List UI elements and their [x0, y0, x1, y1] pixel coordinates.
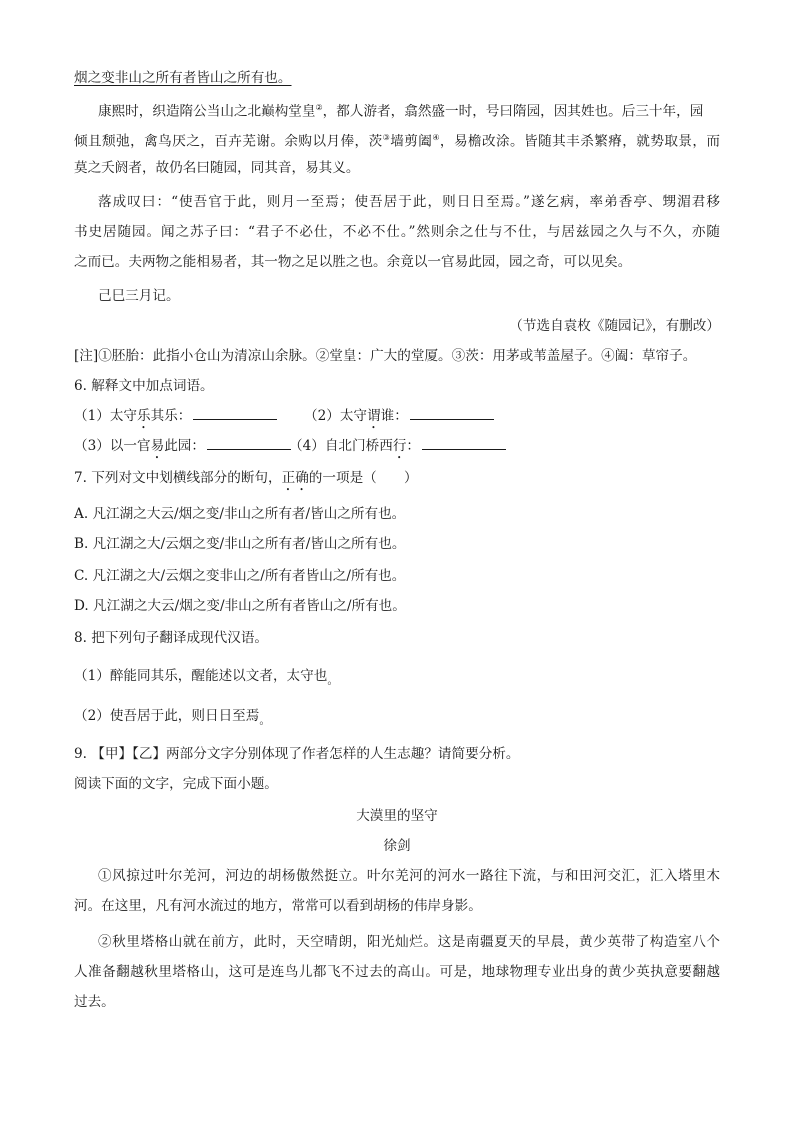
q6-item2-blank[interactable] — [410, 406, 494, 420]
q7-dotted: 正确 — [281, 470, 309, 486]
q6-item3-dotted: 易 — [150, 438, 165, 454]
q6-item3-blank[interactable] — [207, 436, 291, 450]
passage-p2-line3: 之而已。夫两物之能相易者，其一物之足以胜之也。余竟以一官易此园，园之奇，可以见矣。 — [74, 254, 632, 270]
p1-seg-4: 墙剪阖 — [390, 133, 433, 150]
q6-item2: （2）太守谓谁： — [304, 406, 494, 432]
q7-title: 7. 下列对文中划横线部分的断句，正确的一项是（ ） — [74, 470, 418, 486]
q7-option-c[interactable]: C. 凡江湖之大/云烟之变非山之/所有者皆山之/所有也。 — [74, 568, 406, 584]
footnote-4: ④ — [432, 133, 440, 142]
article-p1-line2: 河。在这里，凡有河水流过的地方，常常可以看到胡杨的伟岸身影。 — [74, 898, 482, 914]
p1-seg-1: 康熙时，织造隋公当山之北巅构堂皇 — [98, 103, 316, 120]
passage-p1-line1-text — [98, 98, 720, 122]
q7-option-d[interactable]: D. 凡江湖之大云/烟之变/非山之所有者皆山之/所有也。 — [74, 598, 406, 614]
q8-item2: （2）使吾居于此，则日日至焉$_。$ — [74, 708, 271, 727]
q6-item4-blank[interactable] — [422, 436, 506, 450]
q8-item1: （1）醉能同其乐，醒能述以文者，太守也$_。$ — [74, 668, 339, 687]
q9-title: 9. 【甲】【乙】两部分文字分别体现了作者怎样的人生志趣？请简要分析。 — [74, 746, 520, 762]
q6-item1-dotted: 乐 — [137, 408, 151, 424]
footnote-3: ③ — [382, 133, 391, 142]
footnote-2: ② — [315, 103, 323, 112]
article-p2-line2: 人准备翻越秋里塔格山，这可是连鸟儿都飞不过去的高山。可是，地球物理专业出身的黄少英执意要翻越 — [74, 964, 720, 980]
passage-source: （节选自袁枚《随园记》，有删改） — [509, 318, 720, 334]
q6-item1-blank[interactable] — [193, 406, 277, 420]
article-p2-line1: ②秋里塔格山就在前方，此时，天空晴朗，阳光灿烂。这是南疆夏天的早晨，黄少英带了构造室八个 — [98, 934, 720, 950]
q6-title: 6. 解释文中加点词语。 — [74, 378, 214, 394]
passage-p2-line2: 书史居随园。闻之苏子曰：“君子不必仕，不必不仕。”然则余之仕与不仕，与居兹园之久与不久，亦随 — [74, 224, 720, 240]
q6-row1 — [74, 406, 720, 432]
q6-item4-dotted: 行 — [392, 438, 407, 454]
footnotes: [注]①胚胎：此指小仓山为清凉山余脉。②堂皇：广大的堂厦。③茨：用茅或苇盖屋子。④阖：草帘子。 — [74, 348, 697, 364]
passage-p1-line2 — [74, 128, 720, 152]
reading-intro: 阅读下面的文字，完成下面小题。 — [74, 776, 278, 792]
q6-item2-dotted: 谓 — [367, 408, 381, 424]
passage-date: 己巳三月记。 — [98, 288, 180, 304]
q6-item1: （1）太守乐其乐： — [74, 408, 277, 424]
q6-item4: （4）自北门桥西行： — [289, 436, 506, 462]
q6-row2 — [74, 436, 720, 462]
q7-option-a[interactable]: A. 凡江湖之大云/烟之变/非山之所有者/皆山之所有也。 — [74, 506, 406, 522]
q7-option-b[interactable]: B. 凡江湖之大/云烟之变/非山之所有者/皆山之所有也。 — [74, 536, 406, 552]
article-author: 徐剑 — [383, 838, 411, 854]
article-p1-line1: ①风掠过叶尔羌河，河边的胡杨傲然挺立。叶尔羌河的河水一路往下流，与和田河交汇，汇入塔里木 — [98, 868, 720, 884]
passage-p1-line3: 莫之夭阏者，故仍名曰随园，同其音，易其义。 — [74, 160, 360, 176]
underlined-sentence: 烟之变非山之所有者皆山之所有也。 — [74, 70, 292, 86]
p1-seg-2: ，都人游者，翕然盛一时，号曰隋园，因其姓也。后三十年，园 — [322, 103, 704, 120]
article-title: 大漠里的坚守 — [356, 808, 438, 824]
p1-seg-5: ，易檐改涂。皆随其丰杀繁瘠，就势取景，而 — [439, 133, 721, 150]
p1-seg-3: 倾且颓弛，禽鸟厌之，百卉芜谢。余购以月俸，茨 — [74, 133, 383, 150]
passage-p2-line1: 落成叹曰：“使吾官于此，则月一至焉；使吾居于此，则日日至焉。”遂乞病，率弟香亭、甥湄君移 — [98, 194, 720, 210]
q6-item3: （3）以一官易此园： — [74, 438, 291, 454]
article-p2-line3: 过去。 — [74, 994, 115, 1010]
q8-title: 8. 把下列句子翻译成现代汉语。 — [74, 630, 269, 646]
